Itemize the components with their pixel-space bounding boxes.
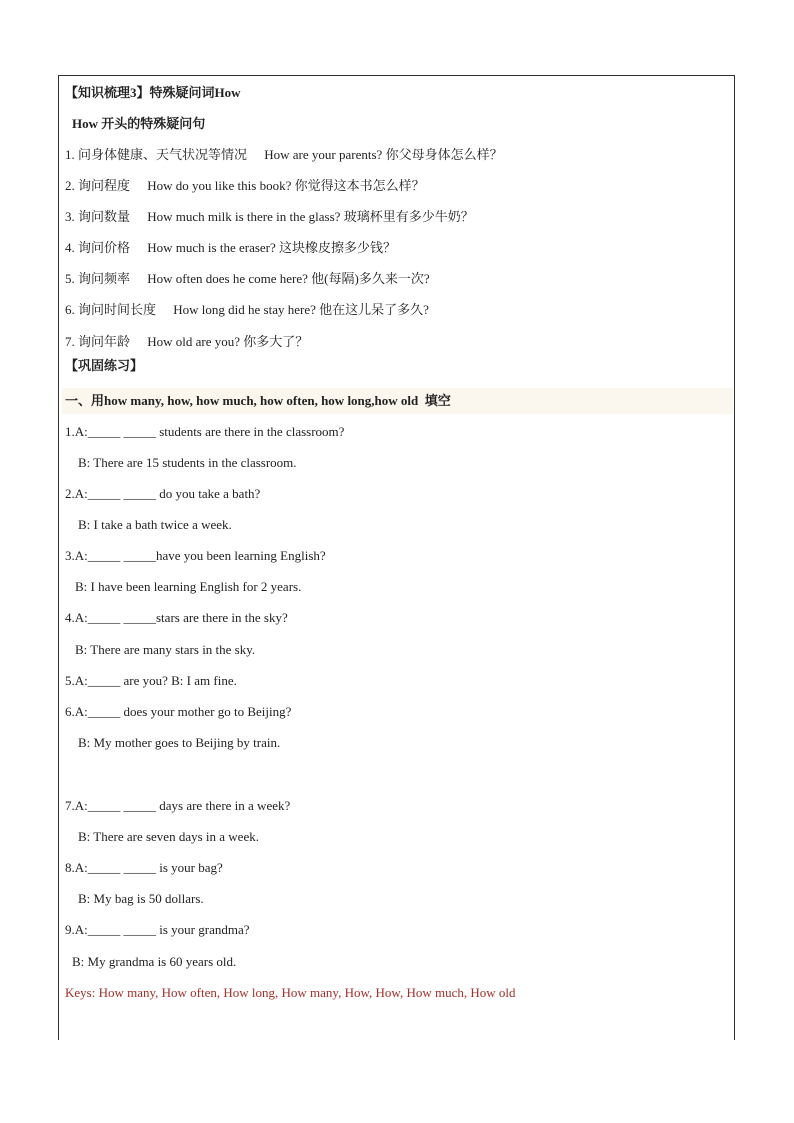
knowledge-subheading: How 开头的特殊疑问句: [72, 116, 206, 131]
item-num: 1.: [65, 147, 75, 162]
knowledge-item-1: [65, 146, 503, 164]
knowledge-item-3: [65, 208, 474, 226]
knowledge-item-4: [65, 239, 396, 257]
item-en: How much is the eraser?: [147, 240, 276, 255]
item-en: How much milk is there in the glass?: [147, 209, 341, 224]
item-zh: 这块橡皮擦多少钱？: [279, 240, 397, 255]
item-num: 7.: [65, 334, 75, 349]
question-5: 5.A:_____ are you? B: I am fine.: [65, 673, 237, 688]
question-8-a: 8.A:_____ _____ is your bag?: [65, 860, 223, 875]
practice-task: [62, 388, 733, 414]
knowledge-item-2: [65, 177, 425, 195]
question-3-b: B: I have been learning English for 2 years.: [75, 579, 302, 594]
answer-keys: Keys: How many, How often, How long, How many, How, How, How much, How old: [65, 985, 516, 1000]
task-prefix: 一、用: [65, 393, 105, 408]
item-num: 2.: [65, 178, 75, 193]
item-zh: 他(每隔)多久来一次?: [311, 271, 430, 286]
item-usage: 询问年龄: [78, 334, 131, 349]
question-2-a: 2.A:_____ _____ do you take a bath?: [65, 486, 261, 501]
item-zh: 玻璃杯里有多少牛奶？: [343, 209, 474, 224]
question-7-a: 7.A:_____ _____ days are there in a week?: [65, 798, 291, 813]
task-words: how many, how, how much, how often, how long,how old: [104, 393, 419, 408]
question-9-a: 9.A:_____ _____ is your grandma?: [65, 922, 250, 937]
item-usage: 询问价格: [78, 240, 131, 255]
item-en: How long did he stay here?: [173, 302, 316, 317]
item-num: 4.: [65, 240, 75, 255]
item-num: 3.: [65, 209, 75, 224]
question-4-a: 4.A:_____ _____stars are there in the sky?: [65, 610, 288, 625]
item-usage: 询问频率: [78, 271, 131, 286]
knowledge-heading: 【知识梳理3】特殊疑问词How: [65, 85, 241, 100]
practice-heading: 【巩固练习】: [65, 358, 144, 373]
item-en: How old are you?: [147, 334, 241, 349]
task-suffix: 填空: [424, 393, 451, 408]
item-zh: 你觉得这本书怎么样？: [294, 178, 425, 193]
question-1-a: 1.A:_____ _____ students are there in the classroom?: [65, 424, 345, 439]
item-usage: 询问程度: [78, 178, 131, 193]
item-num: 6.: [65, 302, 75, 317]
item-en: How do you like this book?: [147, 178, 292, 193]
question-1-b: B: There are 15 students in the classroom.: [78, 455, 297, 470]
question-7-b: B: There are seven days in a week.: [78, 829, 259, 844]
question-2-b: B: I take a bath twice a week.: [78, 517, 232, 532]
knowledge-item-7: [65, 333, 308, 351]
knowledge-item-5: [65, 270, 430, 288]
item-usage: 问身体健康、天气状况等情况: [78, 147, 248, 162]
item-zh: 你多大了？: [243, 334, 309, 349]
item-zh: 你父母身体怎么样？: [385, 147, 503, 162]
question-6-b: B: My mother goes to Beijing by train.: [78, 735, 281, 750]
item-usage: 询问时间长度: [78, 302, 157, 317]
item-usage: 询问数量: [78, 209, 131, 224]
item-num: 5.: [65, 271, 75, 286]
question-3-a: 3.A:_____ _____have you been learning English?: [65, 548, 326, 563]
item-zh: 他在这儿呆了多久?: [319, 302, 429, 317]
knowledge-item-6: [65, 301, 429, 319]
question-4-b: B: There are many stars in the sky.: [75, 642, 256, 657]
question-9-b: B: My grandma is 60 years old.: [72, 954, 237, 969]
item-en: How often does he come here?: [147, 271, 308, 286]
item-en: How are your parents?: [264, 147, 383, 162]
question-6-a: 6.A:_____ does your mother go to Beijing?: [65, 704, 292, 719]
question-8-b: B: My bag is 50 dollars.: [78, 891, 204, 906]
